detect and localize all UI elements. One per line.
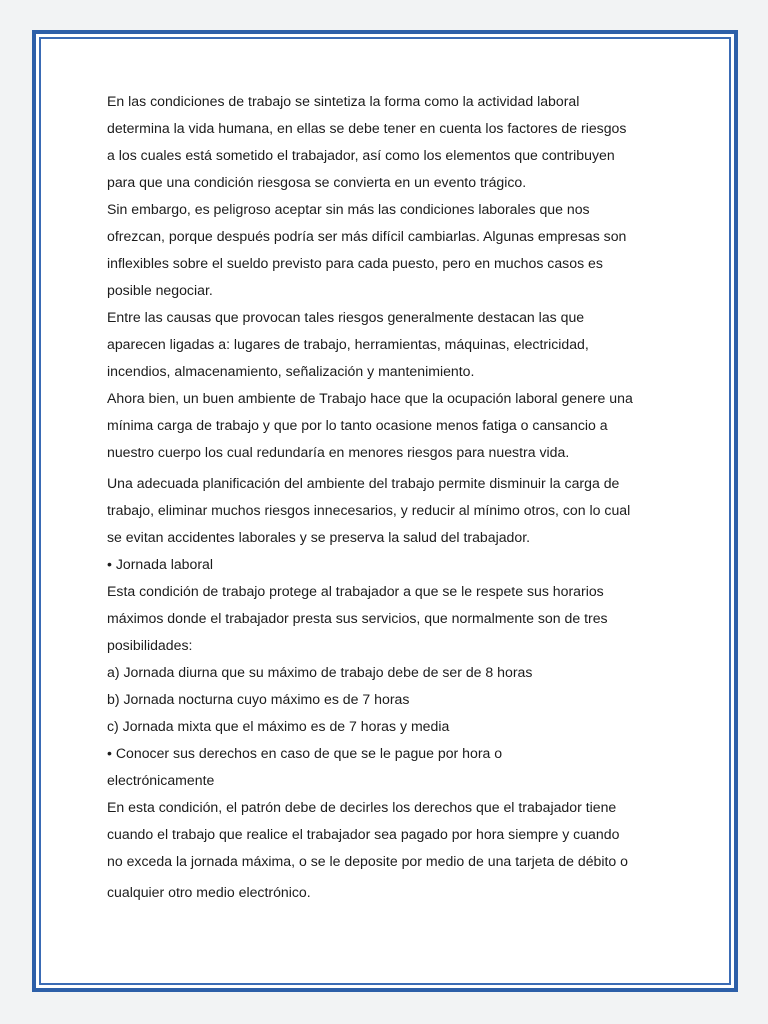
- text-line: electrónicamente: [107, 772, 215, 788]
- text-line: Esta condición de trabajo protege al trabajador a que se le respete sus horarios: [107, 583, 604, 599]
- text-line: Sin embargo, es peligroso aceptar sin más las condiciones laborales que nos: [107, 201, 590, 217]
- text-line: inflexibles sobre el sueldo previsto para cada puesto, pero en muchos casos es: [107, 255, 603, 271]
- text-line: Ahora bien, un buen ambiente de Trabajo hace que la ocupación laboral genere una: [107, 390, 633, 406]
- text-line: posibilidades:: [107, 637, 193, 653]
- text-line: Una adecuada planificación del ambiente del trabajo permite disminuir la carga de: [107, 475, 620, 491]
- list-item: b) Jornada nocturna cuyo máximo es de 7 horas: [107, 691, 410, 707]
- list-item: c) Jornada mixta que el máximo es de 7 horas y media: [107, 718, 450, 734]
- list-item: a) Jornada diurna que su máximo de trabajo debe de ser de 8 horas: [107, 664, 533, 680]
- document-body: [107, 88, 677, 906]
- text-line: En las condiciones de trabajo se sintetiza la forma como la actividad laboral: [107, 93, 580, 109]
- bullet-heading: • Jornada laboral: [107, 556, 214, 572]
- text-line: posible negociar.: [107, 282, 213, 298]
- text-line: ofrezcan, porque después podría ser más difícil cambiarlas. Algunas empresas son: [107, 228, 627, 244]
- text-line: En esta condición, el patrón debe de decirles los derechos que el trabajador tiene: [107, 799, 617, 815]
- text-line: se evitan accidentes laborales y se preserva la salud del trabajador.: [107, 529, 531, 545]
- text-line: para que una condición riesgosa se convierta en un evento trágico.: [107, 174, 527, 190]
- text-line: mínima carga de trabajo y que por lo tanto ocasione menos fatiga o cansancio a: [107, 417, 608, 433]
- text-line: Entre las causas que provocan tales riesgos generalmente destacan las que: [107, 309, 585, 325]
- text-line: cuando el trabajo que realice el trabajador sea pagado por hora siempre y cuando: [107, 826, 620, 842]
- text-line: trabajo, eliminar muchos riesgos innecesarios, y reducir al mínimo otros, con lo cual: [107, 502, 631, 518]
- text-line: aparecen ligadas a: lugares de trabajo, herramientas, máquinas, electricidad,: [107, 336, 589, 352]
- text-line: máximos donde el trabajador presta sus servicios, que normalmente son de tres: [107, 610, 608, 626]
- text-line: determina la vida humana, en ellas se debe tener en cuenta los factores de riesgos: [107, 120, 627, 136]
- bullet-heading: • Conocer sus derechos en caso de que se le pague por hora o: [107, 745, 503, 761]
- text-line: incendios, almacenamiento, señalización y mantenimiento.: [107, 363, 475, 379]
- text-line: a los cuales está sometido el trabajador, así como los elementos que contribuyen: [107, 147, 615, 163]
- text-line: cualquier otro medio electrónico.: [107, 884, 311, 900]
- text-line: no exceda la jornada máxima, o se le deposite por medio de una tarjeta de débito o: [107, 853, 629, 869]
- text-line: nuestro cuerpo los cual redundaría en menores riesgos para nuestra vida.: [107, 444, 570, 460]
